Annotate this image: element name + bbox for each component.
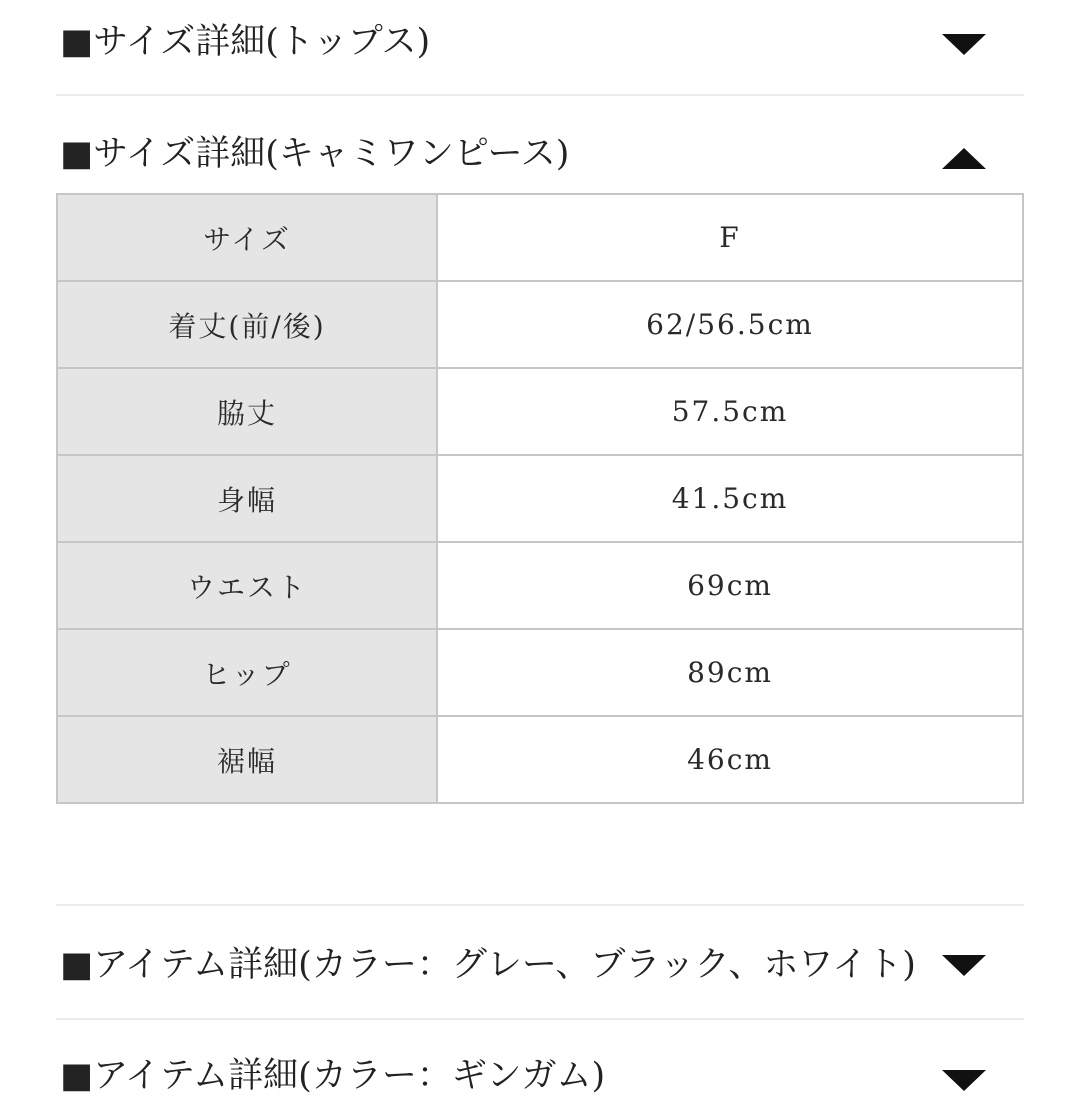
accordion-header-item-details[interactable] <box>56 935 1024 995</box>
size-value-cell: 57.5cm <box>437 368 1023 455</box>
size-label-cell: 脇丈 <box>57 368 437 455</box>
triangle-up-icon[interactable] <box>942 148 986 169</box>
size-value-cell: 69cm <box>437 542 1023 629</box>
table-row <box>57 194 1023 281</box>
accordion-header-size-cami[interactable] <box>56 124 1024 184</box>
triangle-down-icon[interactable] <box>942 955 986 976</box>
divider <box>56 1018 1024 1020</box>
divider <box>56 904 1024 906</box>
section-title: ■アイテム詳細(カラー：グレー、ブラック、ホワイト) <box>60 945 916 985</box>
table-row <box>57 455 1023 542</box>
size-label-cell: 身幅 <box>57 455 437 542</box>
size-value-cell: F <box>437 194 1023 281</box>
table-row <box>57 542 1023 629</box>
size-table <box>56 193 1024 804</box>
section-title: ■サイズ詳細(キャミワンピース) <box>60 134 570 174</box>
triangle-down-icon[interactable] <box>942 1070 986 1091</box>
size-value-cell: 41.5cm <box>437 455 1023 542</box>
size-label-cell: ウエスト <box>57 542 437 629</box>
divider <box>56 94 1024 96</box>
size-value-cell: 89cm <box>437 629 1023 716</box>
accordion-header-item-details-gingham[interactable] <box>56 1046 1024 1106</box>
section-title: ■アイテム詳細(カラー：ギンガム) <box>60 1056 606 1096</box>
table-row <box>57 368 1023 455</box>
size-label-cell: 着丈(前/後) <box>57 281 437 368</box>
table-row <box>57 281 1023 368</box>
triangle-down-icon[interactable] <box>942 34 986 55</box>
table-row <box>57 629 1023 716</box>
size-value-cell: 62/56.5cm <box>437 281 1023 368</box>
accordion-header-size-tops[interactable] <box>56 12 1024 72</box>
size-label-cell: ヒップ <box>57 629 437 716</box>
section-title: ■サイズ詳細(トップス) <box>60 22 431 62</box>
size-label-cell: 裾幅 <box>57 716 437 803</box>
table-row <box>57 716 1023 803</box>
size-label-cell: サイズ <box>57 194 437 281</box>
size-value-cell: 46cm <box>437 716 1023 803</box>
